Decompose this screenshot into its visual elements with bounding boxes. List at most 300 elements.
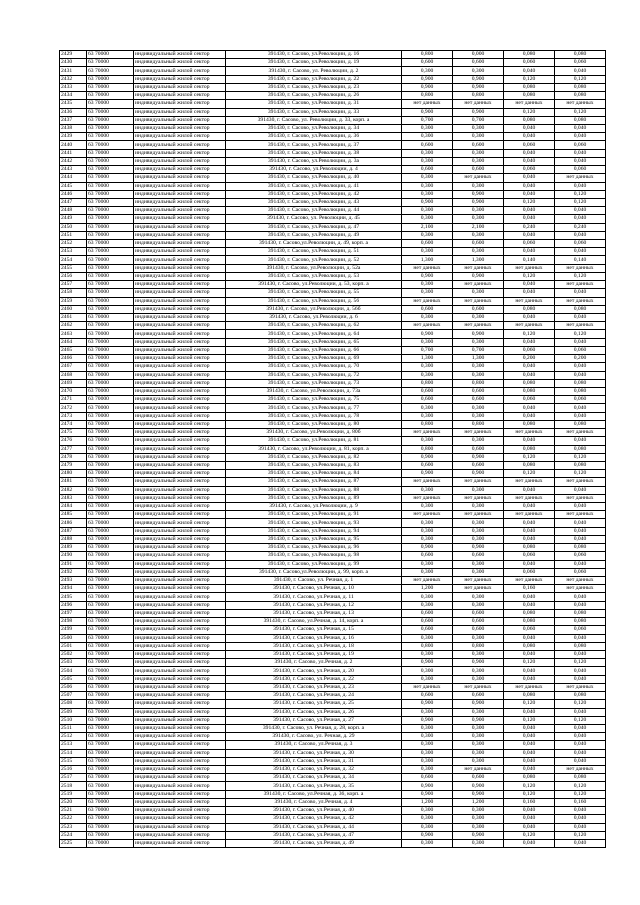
object-code-cell: 63 70000: [87, 675, 134, 683]
table-row: [60, 716, 606, 724]
object-code-cell: 63 70000: [87, 75, 134, 83]
value-2-cell: нет данных: [453, 264, 504, 272]
category-cell: индивидуальный жилой сектор: [134, 527, 226, 535]
table-row: [60, 568, 606, 576]
table-row: [60, 240, 606, 248]
value-1-cell: 0,900: [402, 831, 453, 839]
row-number-cell: 2439: [60, 133, 87, 141]
value-3-cell: нет данных: [504, 429, 555, 437]
address-cell: 391430, г. Сасово, ул.Революции, д. 80б: [226, 429, 402, 437]
object-code-cell: 63 70000: [87, 634, 134, 642]
address-cell: 391430, г. Сасово, ул.Революции, д. 53, корп. а: [226, 281, 402, 289]
table-row: [60, 297, 606, 305]
address-cell: 391430, г. Сасово, ул.Речная, д. 18: [226, 642, 402, 650]
value-4-cell: 0,080: [555, 379, 606, 387]
row-number-cell: 2483: [60, 494, 87, 502]
value-1-cell: 0,300: [402, 815, 453, 823]
value-3-cell: нет данных: [504, 100, 555, 108]
object-code-cell: 63 70000: [87, 59, 134, 67]
value-3-cell: 0,040: [504, 741, 555, 749]
value-3-cell: 0,040: [504, 363, 555, 371]
object-code-cell: 63 70000: [87, 51, 134, 59]
address-cell: 391430, г. Сасово, ул.Революции, д. 56: [226, 297, 402, 305]
row-number-cell: 2490: [60, 552, 87, 560]
category-cell: индивидуальный жилой сектор: [134, 198, 226, 206]
table-row: [60, 157, 606, 165]
value-1-cell: 0,700: [402, 116, 453, 124]
row-number-cell: 2458: [60, 289, 87, 297]
table-row: [60, 272, 606, 280]
object-code-cell: 63 70000: [87, 790, 134, 798]
object-code-cell: 63 70000: [87, 100, 134, 108]
value-4-cell: 0,040: [555, 404, 606, 412]
value-4-cell: 0,040: [555, 149, 606, 157]
row-number-cell: 2496: [60, 601, 87, 609]
table-row: [60, 840, 606, 848]
row-number-cell: 2488: [60, 535, 87, 543]
object-code-cell: 63 70000: [87, 782, 134, 790]
value-3-cell: 0,120: [504, 108, 555, 116]
value-3-cell: 0,040: [504, 174, 555, 182]
value-3-cell: 0,040: [504, 207, 555, 215]
object-code-cell: 63 70000: [87, 281, 134, 289]
address-cell: 391430, г. Сасово, ул.Революции, д. 41: [226, 182, 402, 190]
row-number-cell: 2461: [60, 314, 87, 322]
table-row: [60, 470, 606, 478]
value-4-cell: 0,080: [555, 774, 606, 782]
row-number-cell: 2429: [60, 51, 87, 59]
object-code-cell: 63 70000: [87, 231, 134, 239]
value-1-cell: 0,600: [402, 141, 453, 149]
value-4-cell: 0,040: [555, 708, 606, 716]
value-4-cell: 0,040: [555, 593, 606, 601]
category-cell: индивидуальный жилой сектор: [134, 445, 226, 453]
value-2-cell: 0,700: [453, 116, 504, 124]
row-number-cell: 2511: [60, 724, 87, 732]
category-cell: индивидуальный жилой сектор: [134, 593, 226, 601]
object-code-cell: 63 70000: [87, 453, 134, 461]
object-code-cell: 63 70000: [87, 387, 134, 395]
category-cell: индивидуальный жилой сектор: [134, 749, 226, 757]
value-1-cell: 0,900: [402, 75, 453, 83]
value-3-cell: 0,040: [504, 437, 555, 445]
row-number-cell: 2460: [60, 305, 87, 313]
table-row: [60, 330, 606, 338]
value-4-cell: 0,080: [555, 618, 606, 626]
address-cell: 391430, г. Сасово, ул.Речная, д. 30: [226, 749, 402, 757]
row-number-cell: 2482: [60, 486, 87, 494]
value-4-cell: 0,040: [555, 124, 606, 132]
value-4-cell: 0,040: [555, 371, 606, 379]
table-row: [60, 667, 606, 675]
value-2-cell: нет данных: [453, 494, 504, 502]
value-1-cell: 0,300: [402, 708, 453, 716]
table-row: [60, 92, 606, 100]
object-code-cell: 63 70000: [87, 757, 134, 765]
value-2-cell: нет данных: [453, 281, 504, 289]
value-1-cell: 0,600: [402, 59, 453, 67]
value-2-cell: 0,300: [453, 823, 504, 831]
address-cell: 391430, г. Сасово, ул.Революции, д. 72: [226, 371, 402, 379]
address-cell: 391430, г. Сасово, ул.Революции, д. 3а: [226, 157, 402, 165]
value-3-cell: 0,040: [504, 724, 555, 732]
category-cell: индивидуальный жилой сектор: [134, 733, 226, 741]
object-code-cell: 63 70000: [87, 840, 134, 848]
value-4-cell: 0,040: [555, 535, 606, 543]
address-cell: 391430, г. Сасово, ул.Революции, д. 93: [226, 519, 402, 527]
category-cell: индивидуальный жилой сектор: [134, 100, 226, 108]
table-row: [60, 264, 606, 272]
address-cell: 391430, г. Сасово, ул.Речная, д. 10: [226, 585, 402, 593]
row-number-cell: 2510: [60, 716, 87, 724]
address-cell: 391430, г. Сасово, ул.Революции, д. 66: [226, 346, 402, 354]
address-cell: 391430, г. Сасово, ул. Речная, д. 29: [226, 733, 402, 741]
category-cell: индивидуальный жилой сектор: [134, 667, 226, 675]
address-cell: 391430, г. Сасово, ул.Революции, д. 36: [226, 133, 402, 141]
object-code-cell: 63 70000: [87, 626, 134, 634]
table-row: [60, 774, 606, 782]
value-3-cell: нет данных: [504, 297, 555, 305]
table-row: [60, 174, 606, 182]
category-cell: индивидуальный жилой сектор: [134, 289, 226, 297]
row-number-cell: 2459: [60, 297, 87, 305]
object-code-cell: 63 70000: [87, 379, 134, 387]
value-1-cell: 0,300: [402, 560, 453, 568]
category-cell: индивидуальный жилой сектор: [134, 823, 226, 831]
value-1-cell: 0,600: [402, 692, 453, 700]
value-2-cell: 1,300: [453, 256, 504, 264]
row-number-cell: 2440: [60, 141, 87, 149]
object-code-cell: 63 70000: [87, 741, 134, 749]
row-number-cell: 2512: [60, 733, 87, 741]
table-row: [60, 478, 606, 486]
object-code-cell: 63 70000: [87, 330, 134, 338]
value-3-cell: 0,120: [504, 453, 555, 461]
value-4-cell: 0,140: [555, 256, 606, 264]
value-2-cell: нет данных: [453, 511, 504, 519]
row-number-cell: 2499: [60, 626, 87, 634]
category-cell: индивидуальный жилой сектор: [134, 75, 226, 83]
value-4-cell: нет данных: [555, 478, 606, 486]
value-3-cell: 0,060: [504, 568, 555, 576]
value-1-cell: 0,300: [402, 363, 453, 371]
address-cell: 391430, г. Сасово, ул.Революции, д. 19: [226, 59, 402, 67]
value-2-cell: нет данных: [453, 429, 504, 437]
row-number-cell: 2470: [60, 387, 87, 395]
table-row: [60, 346, 606, 354]
value-1-cell: 0,600: [402, 618, 453, 626]
table-row: [60, 67, 606, 75]
value-4-cell: 0,040: [555, 757, 606, 765]
value-1-cell: 0,300: [402, 281, 453, 289]
value-4-cell: 0,060: [555, 240, 606, 248]
category-cell: индивидуальный жилой сектор: [134, 108, 226, 116]
value-2-cell: 0,300: [453, 182, 504, 190]
value-2-cell: 0,600: [453, 618, 504, 626]
value-1-cell: 0,300: [402, 207, 453, 215]
table-row: [60, 231, 606, 239]
value-3-cell: нет данных: [504, 494, 555, 502]
table-row: [60, 363, 606, 371]
address-cell: 391430, г. Сасово, ул.Революции, д. 40: [226, 174, 402, 182]
category-cell: индивидуальный жилой сектор: [134, 412, 226, 420]
value-3-cell: 0,040: [504, 404, 555, 412]
category-cell: индивидуальный жилой сектор: [134, 437, 226, 445]
row-number-cell: 2494: [60, 585, 87, 593]
row-number-cell: 2503: [60, 659, 87, 667]
object-code-cell: 63 70000: [87, 733, 134, 741]
value-3-cell: 0,080: [504, 83, 555, 91]
object-code-cell: 63 70000: [87, 535, 134, 543]
table-row: [60, 708, 606, 716]
value-3-cell: 0,040: [504, 157, 555, 165]
value-1-cell: 0,600: [402, 626, 453, 634]
value-1-cell: 0,900: [402, 700, 453, 708]
value-2-cell: 0,900: [453, 659, 504, 667]
category-cell: индивидуальный жилой сектор: [134, 577, 226, 585]
value-1-cell: 0,300: [402, 634, 453, 642]
table-row: [60, 626, 606, 634]
row-number-cell: 2522: [60, 815, 87, 823]
address-cell: 391430, г. Сасово, ул.Революции, д. 83: [226, 461, 402, 469]
category-cell: индивидуальный жилой сектор: [134, 207, 226, 215]
row-number-cell: 2474: [60, 420, 87, 428]
value-1-cell: нет данных: [402, 494, 453, 502]
value-2-cell: 0,900: [453, 198, 504, 206]
value-1-cell: 0,900: [402, 659, 453, 667]
value-2-cell: 0,300: [453, 568, 504, 576]
value-4-cell: 0,040: [555, 503, 606, 511]
category-cell: индивидуальный жилой сектор: [134, 215, 226, 223]
value-1-cell: 0,900: [402, 108, 453, 116]
address-cell: 391430, г. Сасово, ул.Речная, д. 22: [226, 675, 402, 683]
value-1-cell: нет данных: [402, 322, 453, 330]
category-cell: индивидуальный жилой сектор: [134, 798, 226, 806]
row-number-cell: 2505: [60, 675, 87, 683]
object-code-cell: 63 70000: [87, 272, 134, 280]
value-3-cell: 0,120: [504, 782, 555, 790]
value-4-cell: 0,040: [555, 560, 606, 568]
table-row: [60, 420, 606, 428]
value-1-cell: 0,900: [402, 716, 453, 724]
value-3-cell: 0,120: [504, 272, 555, 280]
category-cell: индивидуальный жилой сектор: [134, 560, 226, 568]
category-cell: индивидуальный жилой сектор: [134, 700, 226, 708]
category-cell: индивидуальный жилой сектор: [134, 453, 226, 461]
table-row: [60, 215, 606, 223]
object-code-cell: 63 70000: [87, 92, 134, 100]
table-row: [60, 437, 606, 445]
row-number-cell: 2442: [60, 157, 87, 165]
value-1-cell: 0,900: [402, 198, 453, 206]
address-cell: 391430, г. Сасово, ул.Речная, д. 4: [226, 798, 402, 806]
value-3-cell: 0,040: [504, 650, 555, 658]
table-row: [60, 749, 606, 757]
row-number-cell: 2519: [60, 790, 87, 798]
value-2-cell: нет данных: [453, 478, 504, 486]
value-4-cell: 0,040: [555, 667, 606, 675]
address-cell: 391430, г. Сасово, ул.Речная, д. 2: [226, 659, 402, 667]
address-cell: 391430, г. Сасово, ул.Речная, д. 42: [226, 815, 402, 823]
value-1-cell: 0,900: [402, 83, 453, 91]
address-cell: 391430, г. Сасово, ул.Революции, д. 78: [226, 412, 402, 420]
value-1-cell: 0,300: [402, 133, 453, 141]
category-cell: индивидуальный жилой сектор: [134, 757, 226, 765]
object-code-cell: 63 70000: [87, 429, 134, 437]
value-2-cell: 0,900: [453, 544, 504, 552]
value-3-cell: 0,040: [504, 149, 555, 157]
category-cell: индивидуальный жилой сектор: [134, 650, 226, 658]
value-4-cell: нет данных: [555, 585, 606, 593]
object-code-cell: 63 70000: [87, 297, 134, 305]
value-2-cell: 0,900: [453, 831, 504, 839]
row-number-cell: 2463: [60, 330, 87, 338]
object-code-cell: 63 70000: [87, 798, 134, 806]
address-cell: 391430, г. Сасово, ул.Революции, д. 49: [226, 231, 402, 239]
row-number-cell: 2492: [60, 568, 87, 576]
value-2-cell: 0,900: [453, 75, 504, 83]
object-code-cell: 63 70000: [87, 412, 134, 420]
category-cell: индивидуальный жилой сектор: [134, 240, 226, 248]
value-4-cell: 0,120: [555, 190, 606, 198]
value-2-cell: 0,300: [453, 149, 504, 157]
value-2-cell: 0,600: [453, 626, 504, 634]
object-code-cell: 63 70000: [87, 322, 134, 330]
row-number-cell: 2495: [60, 593, 87, 601]
table-row: [60, 379, 606, 387]
value-1-cell: 0,600: [402, 774, 453, 782]
value-4-cell: 0,080: [555, 116, 606, 124]
row-number-cell: 2450: [60, 223, 87, 231]
value-2-cell: 0,300: [453, 675, 504, 683]
value-3-cell: 0,040: [504, 338, 555, 346]
row-number-cell: 2516: [60, 766, 87, 774]
value-3-cell: 0,080: [504, 609, 555, 617]
address-cell: 391430, г. Сасово, ул.Речная, д. 47: [226, 831, 402, 839]
object-code-cell: 63 70000: [87, 511, 134, 519]
category-cell: индивидуальный жилой сектор: [134, 692, 226, 700]
object-code-cell: 63 70000: [87, 182, 134, 190]
category-cell: индивидуальный жилой сектор: [134, 807, 226, 815]
address-cell: 391430, г. Сасово, ул.Революции, д. 95: [226, 535, 402, 543]
value-1-cell: 0,300: [402, 749, 453, 757]
category-cell: индивидуальный жилой сектор: [134, 716, 226, 724]
value-3-cell: 0,120: [504, 198, 555, 206]
value-1-cell: 0,300: [402, 535, 453, 543]
value-1-cell: 0,300: [402, 757, 453, 765]
value-2-cell: 0,900: [453, 330, 504, 338]
value-1-cell: 0,600: [402, 552, 453, 560]
object-code-cell: 63 70000: [87, 157, 134, 165]
address-cell: 391430, г. Сасово, ул.Революции, д. 9: [226, 503, 402, 511]
table-row: [60, 445, 606, 453]
row-number-cell: 2506: [60, 683, 87, 691]
value-4-cell: 0,080: [555, 51, 606, 59]
table-row: [60, 248, 606, 256]
address-cell: 391430, г. Сасово,ул.Революции, д. 49, корп. а: [226, 240, 402, 248]
value-1-cell: 0,600: [402, 461, 453, 469]
table-row: [60, 527, 606, 535]
value-4-cell: 0,120: [555, 75, 606, 83]
value-3-cell: 0,040: [504, 634, 555, 642]
object-code-cell: 63 70000: [87, 642, 134, 650]
category-cell: индивидуальный жилой сектор: [134, 124, 226, 132]
value-4-cell: 0,200: [555, 355, 606, 363]
value-3-cell: 0,120: [504, 470, 555, 478]
row-number-cell: 2489: [60, 544, 87, 552]
address-cell: 391430, г. Сасово, ул.Революции, д. 91: [226, 511, 402, 519]
value-4-cell: 0,040: [555, 231, 606, 239]
value-1-cell: 0,300: [402, 124, 453, 132]
table-row: [60, 322, 606, 330]
table-row: [60, 387, 606, 395]
value-4-cell: 0,120: [555, 716, 606, 724]
row-number-cell: 2456: [60, 272, 87, 280]
value-3-cell: 0,040: [504, 823, 555, 831]
row-number-cell: 2434: [60, 92, 87, 100]
value-4-cell: 0,040: [555, 157, 606, 165]
value-2-cell: 0,300: [453, 757, 504, 765]
row-number-cell: 2478: [60, 453, 87, 461]
row-number-cell: 2465: [60, 346, 87, 354]
value-3-cell: 0,160: [504, 798, 555, 806]
object-code-cell: 63 70000: [87, 692, 134, 700]
table-row: [60, 683, 606, 691]
value-3-cell: 0,080: [504, 305, 555, 313]
category-cell: индивидуальный жилой сектор: [134, 174, 226, 182]
row-number-cell: 2515: [60, 757, 87, 765]
row-number-cell: 2443: [60, 166, 87, 174]
value-1-cell: 0,300: [402, 314, 453, 322]
object-code-cell: 63 70000: [87, 486, 134, 494]
value-1-cell: нет данных: [402, 683, 453, 691]
address-cell: 391430, г. Сасово, ул.Революции, д. 33: [226, 108, 402, 116]
row-number-cell: 2509: [60, 708, 87, 716]
value-3-cell: 0,040: [504, 667, 555, 675]
table-row: [60, 831, 606, 839]
row-number-cell: 2480: [60, 470, 87, 478]
category-cell: индивидуальный жилой сектор: [134, 67, 226, 75]
row-number-cell: 2524: [60, 831, 87, 839]
category-cell: индивидуальный жилой сектор: [134, 420, 226, 428]
object-code-cell: 63 70000: [87, 700, 134, 708]
object-code-cell: 63 70000: [87, 437, 134, 445]
value-2-cell: 0,600: [453, 609, 504, 617]
value-3-cell: 0,040: [504, 281, 555, 289]
value-2-cell: 0,900: [453, 700, 504, 708]
value-1-cell: 0,300: [402, 568, 453, 576]
value-3-cell: 0,120: [504, 659, 555, 667]
value-4-cell: 0,120: [555, 782, 606, 790]
table-row: [60, 396, 606, 404]
object-code-cell: 63 70000: [87, 264, 134, 272]
address-cell: 391430, г. Сасово, ул.Революции, д. 75: [226, 396, 402, 404]
value-4-cell: 0,040: [555, 741, 606, 749]
value-4-cell: нет данных: [555, 494, 606, 502]
row-number-cell: 2484: [60, 503, 87, 511]
object-code-cell: 63 70000: [87, 445, 134, 453]
value-2-cell: 1,300: [453, 355, 504, 363]
table-row: [60, 642, 606, 650]
category-cell: индивидуальный жилой сектор: [134, 683, 226, 691]
value-1-cell: 0,600: [402, 387, 453, 395]
value-4-cell: 0,040: [555, 412, 606, 420]
register-rows: [60, 51, 606, 848]
row-number-cell: 2491: [60, 560, 87, 568]
category-cell: индивидуальный жилой сектор: [134, 766, 226, 774]
table-row: [60, 609, 606, 617]
table-row: [60, 519, 606, 527]
